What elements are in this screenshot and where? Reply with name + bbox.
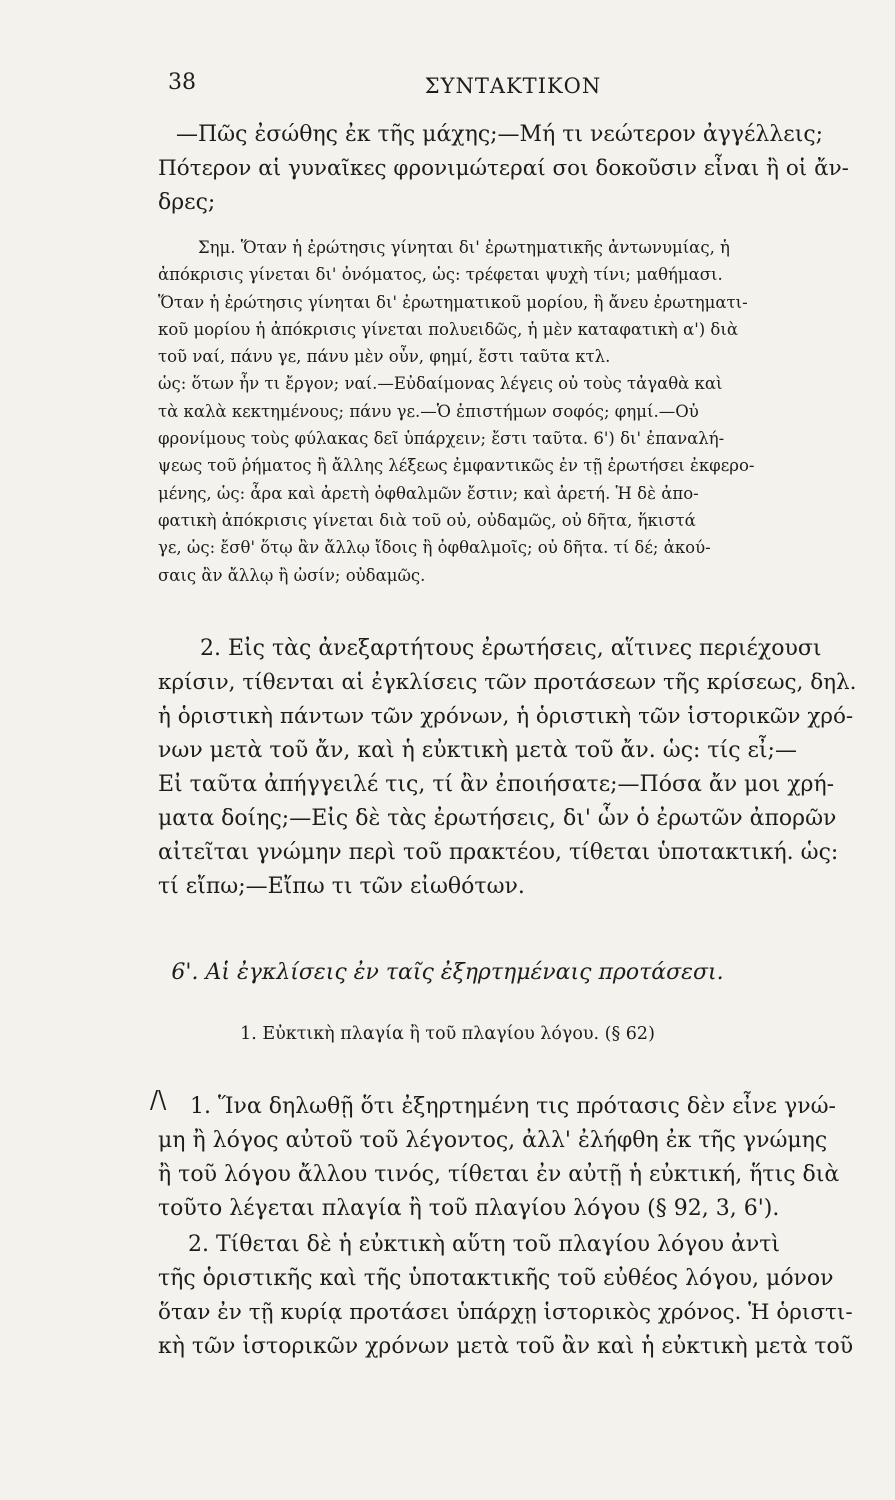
- page-number: 38: [168, 70, 196, 95]
- note-line: Ὅταν ἡ ἐρώτησις γίνηται δι' ἐρωτηματικοῦ μορίου, ἢ ἄνευ ἐρωτηματι-: [158, 292, 748, 312]
- text-line: τί εἴπω;—Εἴπω τι τῶν εἰωθότων.: [158, 874, 525, 899]
- text-line: —Πῶς ἐσώθης ἐκ τῆς μάχης;—Μή τι νεώτερον ἀγγέλλεις;: [176, 122, 824, 147]
- text-line: ἢ τοῦ λόγου ἄλλου τινός, τίθεται ἐν αὐτῇ ἡ εὐκτική, ἥτις διὰ: [158, 1162, 840, 1187]
- text-line: ματα δοίης;—Εἰς δὲ τὰς ἐρωτήσεις, δι' ὧν ὁ ἐρωτῶν ἀπορῶν: [158, 806, 837, 831]
- note-line: φατικὴ ἀπόκρισις γίνεται διὰ τοῦ οὐ, οὐδαμῶς, οὐ δῆτα, ἥκιστά: [158, 510, 696, 530]
- note-line: ὡς: ὅτων ἦν τι ἔργον; ναί.—Εὐδαίμονας λέγεις οὐ τοὺς τἀγαθὰ καὶ: [158, 374, 723, 394]
- note-line: γε, ὡς: ἔσθ' ὅτῳ ἂν ἄλλῳ ἴδοις ἢ ὀφθαλμοῖς; οὐ δῆτα. τί δέ; ἀκού-: [158, 538, 711, 558]
- text-line: 2. Τίθεται δὲ ἡ εὐκτικὴ αὕτη τοῦ πλαγίου λόγου ἀντὶ: [188, 1232, 781, 1257]
- text-line: κὴ τῶν ἱστορικῶν χρόνων μετὰ τοῦ ἂν καὶ ἡ εὐκτικὴ μετὰ τοῦ: [158, 1334, 854, 1359]
- text-line: Εἰ ταῦτα ἀπήγγειλέ τις, τί ἂν ἐποιήσατε;—Πόσα ἄν μοι χρή-: [158, 772, 835, 797]
- page-header: [168, 66, 858, 106]
- note-line: τὰ καλὰ κεκτημένους; πάνυ γε.—Ὁ ἐπιστήμων σοφός; φημί.—Οὐ: [158, 401, 699, 421]
- margin-mark: /\: [150, 1086, 167, 1114]
- note-line: ἀπόκρισις γίνεται δι' ὀνόματος, ὡς: τρέφεται ψυχὴ τίνι; μαθήμασι.: [158, 265, 723, 285]
- text-line: Πότερον αἱ γυναῖκες φρονιμώτεραί σοι δοκοῦσιν εἶναι ἢ οἱ ἄν-: [158, 156, 849, 181]
- paragraph-4: [158, 1228, 858, 1364]
- note-line: Σημ. Ὅταν ἡ ἐρώτησις γίνηται δι' ἐρωτηματικῆς ἀντωνυμίας, ἡ: [198, 238, 730, 257]
- text-line: αἰτεῖται γνώμην περὶ τοῦ πρακτέου, τίθεται ὑποτακτική. ὡς:: [158, 840, 839, 865]
- text-line: 1. Ἵνα δηλωθῇ ὅτι ἐξηρτημένη τις πρότασις δὲν εἶνε γνώ-: [190, 1094, 836, 1119]
- text-line: νων μετὰ τοῦ ἄν, καὶ ἡ εὐκτικὴ μετὰ τοῦ ἄν. ὡς: τίς εἶ;—: [158, 738, 797, 763]
- note-line: κοῦ μορίου ἡ ἀπόκρισις γίνεται πολυειδῶς, ἡ μὲν καταφατικὴ α') διὰ: [158, 319, 738, 339]
- text-line: κρίσιν, τίθενται αἱ ἐγκλίσεις τῶν προτάσεων τῆς κρίσεως, δηλ.: [158, 670, 857, 695]
- section-heading: 6'. Αἱ ἐγκλίσεις ἐν ταῖς ἐξηρτημέναις προτάσεσι.: [171, 960, 724, 985]
- text-line: τῆς ὁριστικῆς καὶ τῆς ὑποτακτικῆς τοῦ εὐθέος λόγου, μόνον: [158, 1266, 834, 1291]
- text-line: ἡ ὁριστικὴ πάντων τῶν χρόνων, ἡ ὁριστικὴ τῶν ἱστορικῶν χρό-: [158, 704, 854, 729]
- text-line: 2. Εἰς τὰς ἀνεξαρτήτους ἐρωτήσεις, αἵτινες περιέχουσι: [200, 636, 822, 661]
- note-line: ψεως τοῦ ῥήματος ἢ ἄλλης λέξεως ἐμφαντικῶς ἐν τῇ ἐρωτήσει ἐκφερο-: [158, 456, 755, 476]
- text-line: τοῦτο λέγεται πλαγία ἢ τοῦ πλαγίου λόγου (§ 92, 3, 6').: [158, 1196, 780, 1221]
- paragraph-1: [158, 118, 858, 220]
- note-line: τοῦ ναί, πάνυ γε, πάνυ μὲν οὖν, φημί, ἔστι ταῦτα κτλ.: [158, 347, 611, 367]
- text-line: μη ἢ λόγος αὐτοῦ τοῦ λέγοντος, ἀλλ' ἐλήφθη ἐκ τῆς γνώμης: [158, 1128, 828, 1153]
- text-line: ὅταν ἐν τῇ κυρίᾳ προτάσει ὑπάρχῃ ἱστορικὸς χρόνος. Ἡ ὁριστι-: [158, 1300, 853, 1325]
- paragraph-3: [158, 1090, 858, 1226]
- subsection-heading: 1. Εὐκτικὴ πλαγία ἢ τοῦ πλαγίου λόγου. (§ 62): [240, 1024, 655, 1044]
- grammar-note: [158, 234, 858, 589]
- note-line: σαις ἂν ἄλλῳ ἢ ὠσίν; οὐδαμῶς.: [158, 565, 426, 585]
- paragraph-2: [158, 632, 858, 904]
- note-line: μένης, ὡς: ἆρα καὶ ἀρετὴ ὀφθαλμῶν ἔστιν; καὶ ἀρετή. Ἡ δὲ ἀπο-: [158, 483, 699, 503]
- running-title: ΣΥΝΤΑΚΤΙΚΟΝ: [424, 74, 602, 98]
- note-line: φρονίμους τοὺς φύλακας δεῖ ὑπάρχειν; ἔστι ταῦτα. 6') δι' ἐπαναλή-: [158, 429, 725, 449]
- text-line: δρες;: [158, 190, 216, 215]
